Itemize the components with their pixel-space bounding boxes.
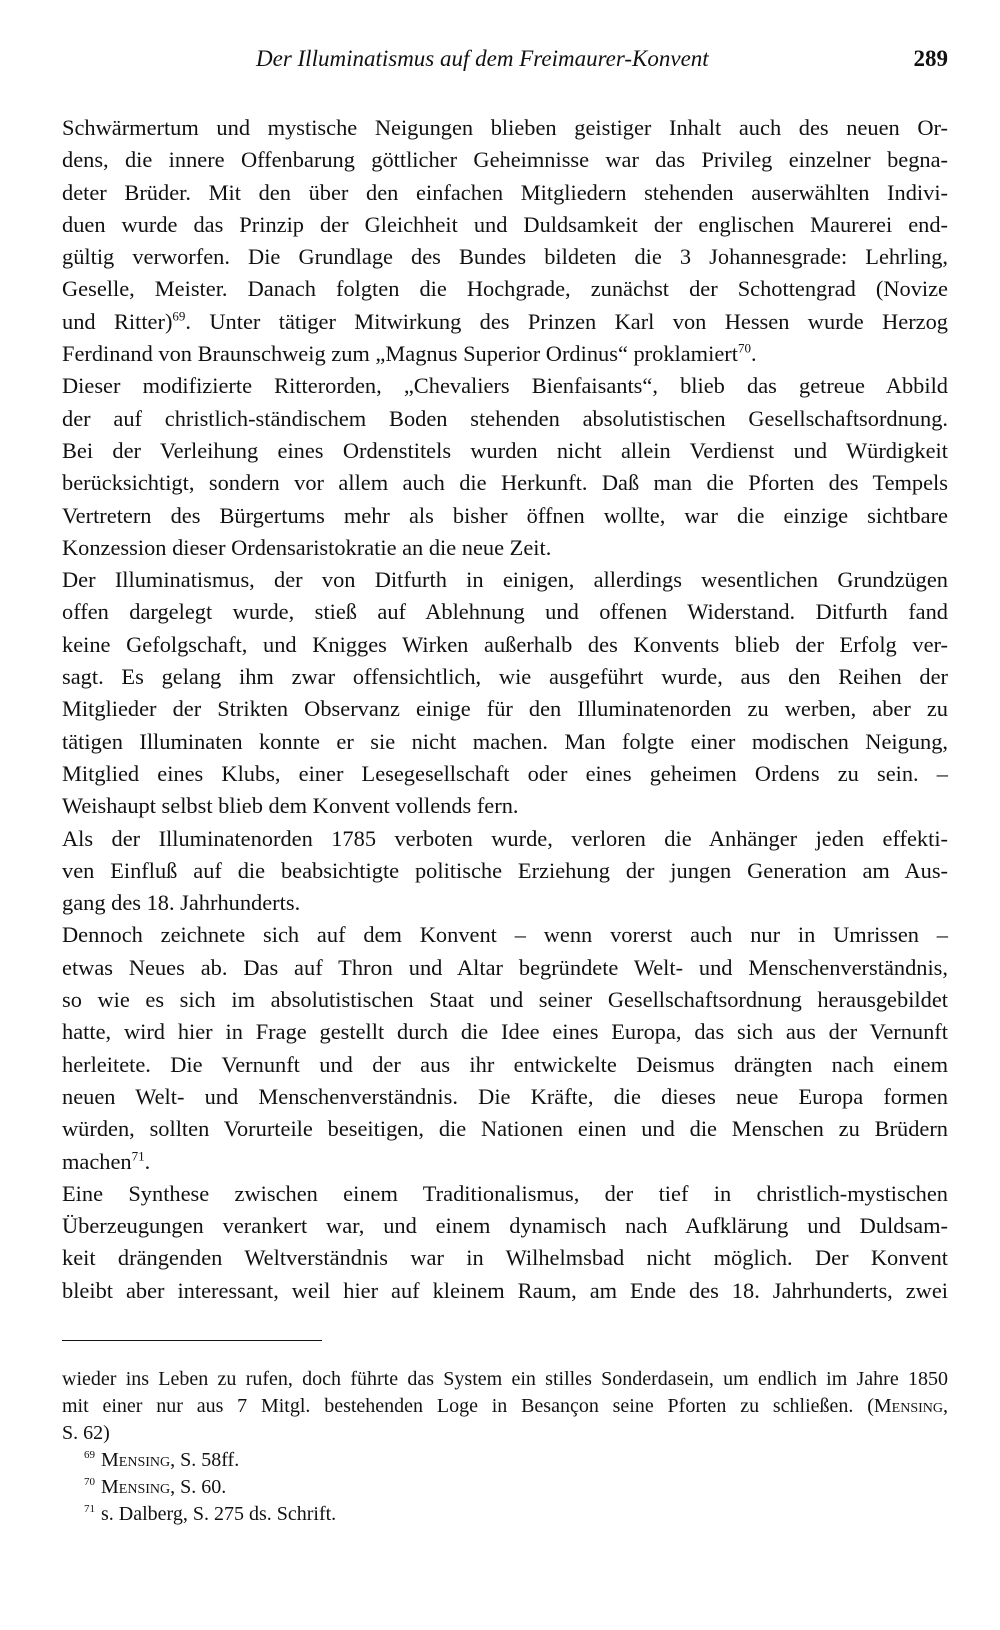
text-line: [62, 1146, 948, 1178]
text-line: Eine Synthese zwischen einem Traditionalismus, der tief in christlich-mystischen: [62, 1180, 948, 1206]
text-line: Mitglied eines Klubs, einer Lesegesellschaft oder eines geheimen Ordens zu sein. –: [62, 760, 948, 786]
footnote-number: 70: [84, 1476, 95, 1489]
text-line: hatte, wird hier in Frage gestellt durch die Idee eines Europa, das sich aus der Vernunft: [62, 1019, 948, 1045]
text-segment: . Unter tätiger Mitwirkung des Prinzen Karl von Hessen wurde Herzog: [185, 308, 948, 334]
text-line: so wie es sich im absolutistischen Staat und seiner Gesellschaftsordnung herausgebildet: [62, 987, 948, 1013]
text-line: [62, 338, 948, 370]
body-text: [62, 112, 948, 1307]
text-line: Als der Illuminatenorden 1785 verboten wurde, verloren die Anhänger jeden effekti-: [62, 825, 948, 851]
footnotes: [62, 1366, 948, 1528]
footnote-71: [62, 1501, 948, 1528]
text-line: gang des 18. Jahrhunderts.: [62, 890, 301, 916]
text-line: etwas Neues ab. Das auf Thron und Altar begründete Welt- und Menschenverständnis,: [62, 954, 948, 980]
text-line: Schwärmertum und mystische Neigungen blieben geistiger Inhalt auch des neuen Or-: [62, 115, 948, 140]
text-segment: .: [144, 1148, 151, 1174]
text-line: offen dargelegt wurde, stieß auf Ablehnung und offenen Widerstand. Ditfurth fand: [62, 599, 948, 625]
running-title: Der Illuminatismus auf dem Freimaurer-Konvent: [256, 46, 709, 71]
text-line: Der Illuminatismus, der von Ditfurth in einigen, allerdings wesentlichen Grundzügen: [62, 567, 948, 593]
text-line: Überzeugungen verankert war, und einem dynamisch nach Aufklärung und Duldsam-: [62, 1213, 948, 1239]
paragraph-3: [62, 564, 948, 822]
text-line: Dieser modifizierte Ritterorden, „Chevaliers Bienfaisants“, blieb das getreue Abbild: [62, 373, 948, 399]
footnote-number: 71: [84, 1503, 95, 1516]
text-line: berücksichtigt, sondern vor allem auch die Herkunft. Daß man die Pforten des Tempels: [62, 470, 948, 496]
footnote-continuation-line: [62, 1393, 948, 1420]
text-line: Geselle, Meister. Danach folgten die Hochgrade, zunächst der Schottengrad (Novize: [62, 276, 948, 302]
footnote-divider: [62, 1340, 322, 1341]
text-segment: ,: [943, 1395, 948, 1417]
text-line: dens, die innere Offenbarung göttlicher Geheimnisse war das Privileg einzelner begna-: [62, 147, 948, 173]
footnote-ref-69[interactable]: 69: [172, 308, 186, 324]
text-line: Vertretern des Bürgertums mehr als bisher öffnen wollte, war die einzige sichtbare: [62, 502, 948, 528]
text-line: der auf christlich-ständischem Boden stehenden absolutistischen Gesellschaftsordnung.: [62, 405, 948, 431]
paragraph-5: [62, 919, 948, 1177]
text-line: neuen Welt- und Menschenverständnis. Die Kräfte, die dieses neue Europa formen: [62, 1083, 948, 1109]
text-line: [62, 306, 948, 338]
paragraph-6: [62, 1178, 948, 1307]
text-line: Bei der Verleihung eines Ordenstitels wurden nicht allein Verdienst und Würdigkeit: [62, 437, 948, 463]
running-head: [60, 46, 948, 72]
paragraph-2: [62, 370, 948, 564]
paragraph-1: [62, 112, 948, 370]
author-name: Mensing: [101, 1476, 171, 1498]
text-segment: machen: [62, 1148, 132, 1174]
text-segment: mit einer nur aus 7 Mitgl. bestehenden Loge in Besançon seine Pforten zu schließen. (: [62, 1395, 874, 1417]
text-line: Dennoch zeichnete sich auf dem Konvent – wenn vorerst auch nur in Umrissen –: [62, 922, 948, 948]
text-line: keine Gefolgschaft, und Knigges Wirken außerhalb des Konvents blieb der Erfolg ver-: [62, 631, 948, 657]
text-line: ven Einfluß auf die beabsichtigte politische Erziehung der jungen Generation am Aus-: [62, 857, 948, 883]
author-name: Mensing: [873, 1395, 943, 1417]
text-line: sagt. Es gelang ihm zwar offensichtlich, wie ausgeführt wurde, aus den Reihen der: [62, 664, 948, 690]
footnote-text: s. Dalberg, S. 275 ds. Schrift.: [101, 1503, 337, 1525]
footnote-text: , S. 58ff.: [170, 1449, 240, 1471]
footnote-text: , S. 60.: [170, 1476, 227, 1498]
footnote-ref-70[interactable]: 70: [737, 340, 751, 356]
page-number: 289: [913, 46, 948, 71]
text-line: tätigen Illuminaten konnte er sie nicht machen. Man folgte einer modischen Neigung,: [62, 728, 948, 754]
text-segment: und Ritter): [62, 308, 173, 334]
footnote-70: [62, 1474, 948, 1501]
author-name: Mensing: [101, 1449, 171, 1471]
text-line: würden, sollten Vorurteile beseitigen, die Nationen einen und die Menschen zu Brüdern: [62, 1116, 948, 1142]
text-line: keit drängenden Weltverständnis war in Wilhelmsbad nicht möglich. Der Konvent: [62, 1245, 948, 1271]
text-line: deter Brüder. Mit den über den einfachen Mitgliedern stehenden auserwählten Indivi-: [62, 179, 948, 205]
text-line: Mitglieder der Strikten Observanz einige für den Illuminatenorden zu werben, aber zu: [62, 696, 948, 722]
text-line: Weishaupt selbst blieb dem Konvent vollends fern.: [62, 793, 519, 819]
paragraph-4: [62, 823, 948, 920]
text-line: bleibt aber interessant, weil hier auf kleinem Raum, am Ende des 18. Jahrhunderts, zwei: [62, 1277, 948, 1303]
text-line: Konzession dieser Ordensaristokratie an die neue Zeit.: [62, 534, 552, 560]
text-segment: .: [750, 341, 757, 367]
footnote-number: 69: [84, 1449, 95, 1462]
footnote-continuation-line: S. 62): [62, 1422, 110, 1444]
text-line: duen wurde das Prinzip der Gleichheit und Duldsamkeit der englischen Maurerei end-: [62, 211, 948, 237]
text-line: herleitete. Die Vernunft und der aus ihr entwickelte Deismus drängten nach einem: [62, 1051, 948, 1077]
footnote-continuation-line: wieder ins Leben zu rufen, doch führte das System ein stilles Sonderdasein, um endlich im Jahre 1850: [62, 1368, 948, 1390]
footnote-ref-71[interactable]: 71: [131, 1148, 145, 1164]
text-segment: Ferdinand von Braunschweig zum „Magnus Superior Ordinus“ proklamiert: [62, 341, 738, 367]
text-line: gültig verworfen. Die Grundlage des Bundes bildeten die 3 Johannesgrade: Lehrling,: [62, 244, 948, 270]
footnote-69: [62, 1447, 948, 1474]
